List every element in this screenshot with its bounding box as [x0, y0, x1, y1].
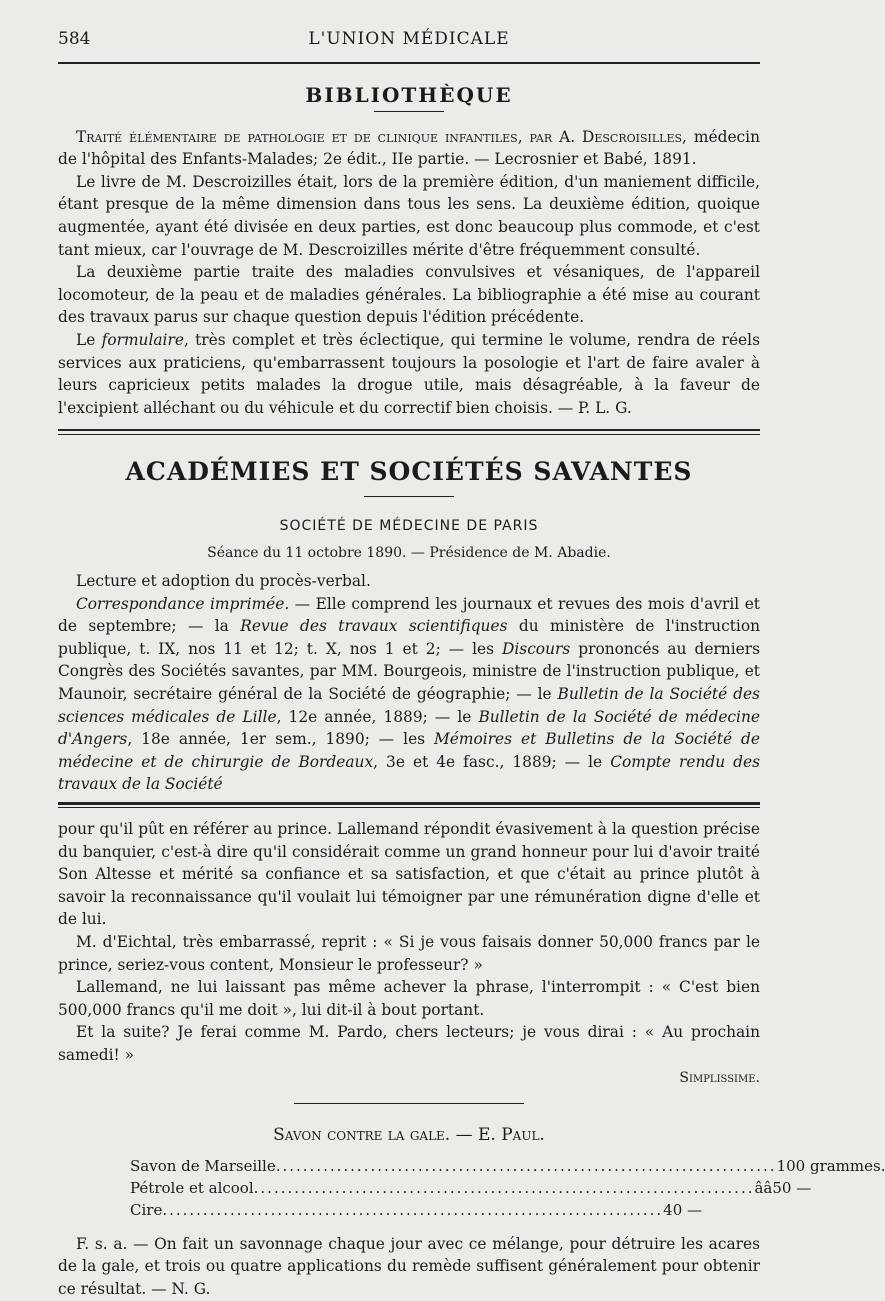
ingredient-quantity: 40 —	[663, 1200, 703, 1219]
leader-dots: ..........................................................................	[275, 1156, 777, 1175]
recipe-instructions: F. s. a. — On fait un savonnage chaque jour avec ce mélange, pour détruire les acares de la gale, et trois ou quatre applications du remède suffisent généralement pour obtenir ce résultat. — N. G.	[58, 1234, 760, 1298]
corr-em-5: Bulletin de la Société de médecine d'Angers	[58, 707, 760, 749]
ingredient-note: ââ	[754, 1178, 773, 1197]
corr-em-6: Mémoires et Bulletins de la Société de médecine et de chirurgie de Bordeaux	[58, 730, 760, 771]
feuilleton-paragraph-1: pour qu'il pût en référer au prince. Lallemand répondit évasivement à la question précise du banquier, c'est-à dire qu'il considérait comme un grand honneur pour lui d'avoir traité Son Altesse et mérité sa confiance et sa satisfaction, et que c'était au prince plutôt à savoir la reconnaissance qu'il voulait lui témoigner par une rémunération digne d'elle et de lui.	[58, 820, 760, 929]
corr-text-5: , 18e année, 1er sem., 1890; — les	[127, 730, 435, 749]
ingredient-name: Pétrole et alcool	[130, 1178, 254, 1197]
feuilleton-paragraph-4: Et la suite? Je ferai comme M. Pardo, chers lecteurs; je vous dirai : « Au prochain samedi! »	[58, 1023, 760, 1064]
corr-em-1: Correspondance imprimée.	[76, 594, 290, 613]
recipe-row	[130, 1155, 885, 1177]
academies-underline	[364, 496, 454, 497]
corr-text-1: — Elle comprend les journaux et revues des mois d'avril et de septembre; — la	[58, 594, 760, 636]
corr-text-6: , 3e et 4e fasc., 1889; — le	[373, 752, 611, 771]
review-p3-lead: Le	[76, 330, 102, 349]
bibliotheque-section	[58, 84, 760, 419]
feuilleton-signature: Simplissime.	[679, 1069, 760, 1086]
review-p3-emphasis: formulaire	[101, 330, 184, 349]
academies-section	[58, 457, 760, 796]
society-name: SOCIÉTÉ DE MÉDECINE DE PARIS	[279, 517, 539, 534]
leader-dots: ..........................................................................	[162, 1200, 664, 1219]
ingredient-name: Savon de Marseille	[130, 1156, 276, 1175]
recipe-list	[130, 1155, 885, 1221]
leader-dots: ..........................................................................	[253, 1178, 755, 1197]
feuilleton-paragraph-2: M. d'Eichtal, très embarrassé, reprit : « Si je vous faisais donner 50,000 francs par le prince, seriez-vous content, Monsieur le professeur? »	[58, 933, 760, 974]
journal-title: L'UNION MÉDICALE	[308, 29, 510, 49]
recipe-title: Savon contre la gale. — E. Paul.	[273, 1125, 545, 1146]
savon-section	[58, 1124, 885, 1300]
feuilleton-paragraph-3: Lallemand, ne lui laissant pas même achever la phrase, l'interrompit : « C'est bien 500,000 francs qu'il me doit », lui dit-il à bout portant.	[58, 978, 760, 1019]
feuilleton-section	[58, 818, 760, 1089]
corr-text-2: du ministère de l'instruction publique, t. IX, nos 11 et 12; t. X, nos 1 et 2; — les	[58, 617, 760, 658]
review-paragraph-2: La deuxième partie traite des maladies convulsives et vésaniques, de l'appareil locomoteur, de la peau et de maladies générales. La bibliographie a été mise au courant des travaux parus sur chaque question depuis l'édition précédente.	[58, 263, 760, 327]
corr-em-4: Bulletin de la Société des sciences médicales de Lille	[58, 685, 760, 726]
corr-em-3: Discours	[502, 639, 571, 658]
academies-paragraph-1: Lecture et adoption du procès-verbal.	[76, 572, 371, 591]
header-rule	[58, 62, 760, 64]
title-underline	[374, 111, 444, 112]
review-paragraph-1: Le livre de M. Descroizilles était, lors de la première édition, d'un maniement difficile, étant presque de la même dimension dans tous les sens. La deuxième édition, quoique augmentée, ayant été divisée en deux parties, est donc beaucoup plus commode, et c'est tant mieux, car l'ouvrage de M. Descroizilles mérite d'être fréquemment consulté.	[58, 172, 760, 259]
recipe-row	[130, 1199, 703, 1221]
ingredient-name: Cire	[130, 1200, 163, 1219]
book-title: Traité élémentaire de pathologie et de clinique infantiles, par A. Descroisilles,	[76, 127, 687, 146]
review-p3-rest: , très complet et très éclectique, qui termine le volume, rendra de réels services aux praticiens, qu'embarrassent toujours la posologie et l'art de faire avaler à leurs capricieux petits malades la drogue utile, mais désagréable, à la faveur de l'excipient alléchant ou du véhicule et du correctif bien choisis. — P. L. G.	[58, 330, 760, 417]
academies-paragraph-2	[58, 593, 760, 796]
recipe-divider	[294, 1103, 524, 1104]
recipe-row	[130, 1177, 812, 1199]
running-head	[58, 28, 760, 54]
book-reference	[58, 126, 760, 171]
corr-em-2: Revue des travaux scientifiques	[240, 617, 508, 636]
corr-text-3: prononcés au derniers Congrès des Sociétés savantes, par MM. Bourgeois, ministre de l'instruction publique, et Maunoir, secrétaire général de la Société de géographie; — le	[58, 639, 760, 704]
ingredient-quantity: 100 grammes.	[776, 1156, 885, 1175]
feuilleton-divider	[58, 802, 760, 808]
review-paragraph-3	[58, 329, 760, 419]
section-divider	[58, 429, 760, 435]
book-author-info: médecin de l'hôpital des Enfants-Malades; 2e édit., IIe partie. — Lecrosnier et Babé, 1891.	[58, 127, 761, 169]
academies-title: ACADÉMIES ET SOCIÉTÉS SAVANTES	[125, 457, 693, 487]
page-number: 584	[58, 29, 91, 49]
corr-text-4: , 12e année, 1889; — le	[276, 707, 479, 726]
seance-line: Séance du 11 octobre 1890. — Présidence de M. Abadie.	[207, 544, 611, 561]
bibliotheque-title: BIBLIOTHÈQUE	[305, 83, 513, 107]
ingredient-quantity: 50 —	[772, 1178, 812, 1197]
corr-em-7: Compte rendu des travaux de la Société	[58, 752, 760, 794]
